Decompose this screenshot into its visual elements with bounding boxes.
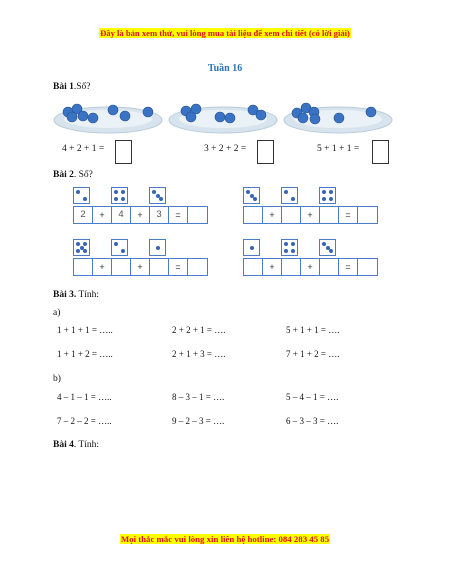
answer-box-3[interactable] [372, 140, 389, 164]
operator-cell: + [93, 259, 112, 275]
exercise-3-heading: Bài 3. Tính: [53, 290, 100, 300]
calc-item: 4 – 1 – 1 = ….. [57, 392, 112, 402]
operator-cell: + [301, 207, 320, 223]
dice-pip [114, 197, 118, 201]
operator-cell: = [169, 207, 188, 223]
number-cell[interactable]: 3 [150, 207, 169, 223]
dice-face-icon [111, 239, 128, 256]
answer-grid [243, 206, 378, 224]
answer-box-1[interactable] [115, 140, 132, 164]
operator-cell: = [169, 259, 188, 275]
exercise-4-heading: Bài 4. Tính: [53, 440, 100, 450]
dice-pip [250, 246, 254, 250]
number-cell[interactable] [74, 259, 93, 275]
dice-face-icon [73, 187, 90, 204]
dice-sum-row [73, 239, 206, 276]
dice-face-icon [111, 187, 128, 204]
dice-pip [76, 249, 80, 253]
part-b-label: b) [53, 374, 61, 384]
dice-pip [284, 190, 288, 194]
dice-face-icon [281, 239, 298, 256]
dice-pip [114, 190, 118, 194]
calc-item: 2 + 2 + 1 = …. [172, 325, 226, 335]
number-cell[interactable] [244, 259, 263, 275]
calc-item: 7 – 2 – 2 = ….. [57, 416, 112, 426]
dice-pip [83, 197, 87, 201]
answer-grid [73, 206, 208, 224]
dice-face-icon [149, 239, 166, 256]
calc-item: 7 + 1 + 2 = …. [286, 349, 340, 359]
dice-pip [121, 190, 125, 194]
exercise-1-equation-2: 3 + 2 + 2 = [204, 144, 247, 154]
operator-cell: + [93, 207, 112, 223]
number-cell[interactable] [150, 259, 169, 275]
calc-item: 5 – 4 – 1 = …. [286, 392, 339, 402]
dice-pip [83, 242, 87, 246]
number-cell[interactable] [188, 259, 207, 275]
dice-pip [329, 249, 333, 253]
plate-of-blueberries-illustration [53, 96, 164, 134]
dice-pip [76, 242, 80, 246]
dice-pip [76, 190, 80, 194]
number-cell[interactable] [358, 207, 377, 223]
dice-pip [152, 190, 156, 194]
dice-pip [253, 197, 257, 201]
dice-face-icon [73, 239, 90, 256]
hotline-banner: Mọi thắc mắc vui lòng xin liên hệ hotline: 084 283 45 85 [120, 534, 330, 544]
number-cell[interactable] [320, 207, 339, 223]
dice-face-icon [243, 187, 260, 204]
exercise-1-equation-3: 5 + 1 + 1 = [317, 144, 360, 154]
dice-pip [291, 242, 295, 246]
dice-pip [284, 249, 288, 253]
dice-sum-row [243, 239, 376, 276]
calc-item: 8 – 3 – 1 = …. [172, 392, 225, 402]
calc-item: 5 + 1 + 1 = …. [286, 325, 340, 335]
dice-pip [322, 190, 326, 194]
operator-cell: + [263, 207, 282, 223]
number-cell[interactable] [320, 259, 339, 275]
dice-pip [322, 197, 326, 201]
dice-face-icon [281, 187, 298, 204]
dice-pip [329, 190, 333, 194]
dice-pip [329, 197, 333, 201]
answer-box-2[interactable] [257, 140, 274, 164]
operator-cell: + [263, 259, 282, 275]
calc-item: 2 + 1 + 3 = …. [172, 349, 226, 359]
part-a-label: a) [53, 308, 61, 318]
number-cell[interactable] [112, 259, 131, 275]
calc-item: 1 + 1 + 1 = ….. [57, 325, 113, 335]
exercise-2-heading: Bài 2. Số? [53, 170, 93, 180]
preview-banner: Đây là bản xem thử, vui lòng mua tài liệu để xem chi tiết (có lời giải) [100, 28, 350, 38]
dice-pip [322, 242, 326, 246]
number-cell[interactable]: 4 [112, 207, 131, 223]
operator-cell: + [301, 259, 320, 275]
exercise-1-equation-1: 4 + 2 + 1 = [62, 144, 105, 154]
operator-cell: = [339, 207, 358, 223]
dice-face-icon [319, 187, 336, 204]
number-cell[interactable] [282, 259, 301, 275]
dice-pip [121, 249, 125, 253]
plate-of-blueberries-illustration [283, 96, 394, 134]
answer-grid [73, 258, 208, 276]
dice-pip [246, 190, 250, 194]
number-cell[interactable] [188, 207, 207, 223]
dice-pip [121, 197, 125, 201]
dice-face-icon [319, 239, 336, 256]
operator-cell: + [131, 207, 150, 223]
exercise-1-heading: Bài 1.Số? [53, 82, 91, 92]
operator-cell: = [339, 259, 358, 275]
calc-item: 1 + 1 + 2 = ….. [57, 349, 113, 359]
plate-of-blueberries-illustration [168, 96, 279, 134]
dice-face-icon [149, 187, 166, 204]
dice-pip [156, 246, 160, 250]
calc-item: 6 – 3 – 3 = …. [286, 416, 339, 426]
number-cell[interactable] [358, 259, 377, 275]
dice-pip [83, 249, 87, 253]
dice-sum-row [73, 187, 206, 224]
dice-pip [291, 249, 295, 253]
answer-grid [243, 258, 378, 276]
number-cell[interactable] [282, 207, 301, 223]
dice-pip [159, 197, 163, 201]
dice-sum-row [243, 187, 376, 224]
number-cell[interactable]: 2 [74, 207, 93, 223]
number-cell[interactable] [244, 207, 263, 223]
dice-pip [291, 197, 295, 201]
dice-pip [114, 242, 118, 246]
calc-item: 9 – 2 – 3 = …. [172, 416, 225, 426]
dice-face-icon [243, 239, 260, 256]
operator-cell: + [131, 259, 150, 275]
dice-pip [284, 242, 288, 246]
week-title: Tuần 16 [207, 63, 243, 74]
